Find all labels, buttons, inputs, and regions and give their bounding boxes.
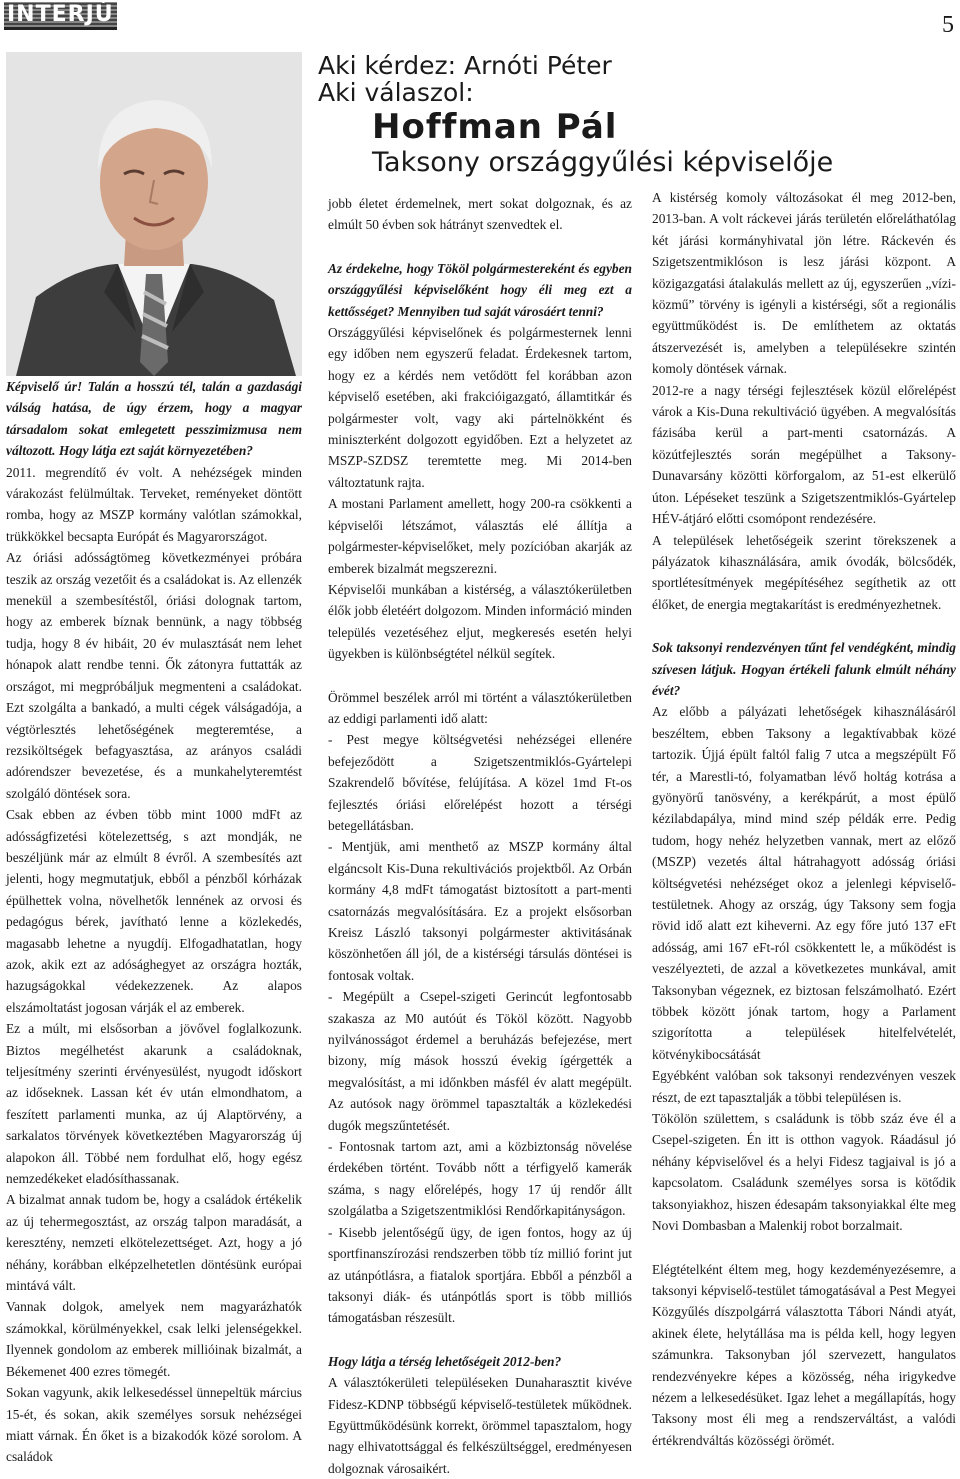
section-label: INTERJÚ bbox=[4, 2, 117, 30]
answer-paragraph: - Fontosnak tartom azt, ami a közbiztonság növelése érdekében történt. Tovább nőtt a térfigyelő kamerák száma, s nagy előrelépés, hogy 17 új rendőr állt szolgálatba a Szigetszentmiklósi Rendőrkapitányságon. bbox=[328, 1139, 632, 1219]
answer-paragraph: Ez a múlt, mi elsősorban a jövővel foglalkozunk. Biztos megélhetést akarunk a családoknak, teljesítmény szerinti érvényesülést, nyugodt időskort az időseknek. Lassan két év után elmondhatom, a feszített parlamenti munka, az új Alaptörvény, a sarkalatos törvények következtében Magyarország új alapokon áll. Többé nem fordulhat elő, hogy egész nemzedékeket eladósíthassanak. bbox=[6, 1021, 302, 1187]
answer-paragraph: A kistérség komoly változásokat él meg 2012-ben, 2013-ban. A volt ráckevei járás területén előreláthatólag két járási kormányhivatal jön létre. Ráckevén és Szigetszentmiklóson is lesz járási központ. A közigazgatási átalakulás mellett az új, egyszerűen „vízi-közmű” törvény is igényli a kistérségi, sőt a regionális együttműködést is. De említhetem az oktatás átszervezését is, amelyben a településekre szintén komoly döntések várnak. bbox=[652, 190, 956, 377]
question-paragraph: Sok taksonyi rendezvényen tűnt fel vendégként, mindig szívesen látjuk. Hogyan értékeli falunk elmúlt néhány évét? bbox=[652, 640, 956, 698]
answer-paragraph: A mostani Parlament amellett, hogy 200-ra csökkenti a képviselői létszámot, választás elé állítja a polgármester-képviselőket, mely pozícióban akarják az emberek bizalmát megszerezni. bbox=[328, 496, 632, 576]
answer-paragraph: A bizalmat annak tudom be, hogy a családok értékelik az új tehermegosztást, az ország talpon maradását, a keresztény, nemzeti elkötelezettséget. Azt, hogy a jó néhány, korábban elképzelhetetlen döntésünk európai mintává vált. bbox=[6, 1192, 302, 1294]
answer-paragraph: - Mentjük, ami menthető az MSZP kormány által elgáncsolt Kis-Duna rekultivációs projektből. Az Orbán kormány 4,8 mdFt támogatást biztosított a part-menti csatornázás megvalósítására. Ez a projekt elsősorban Kreisz László taksonyi polgármester aktivitásának köszönhetően áll jól, de a kistérségi társulás döntései is fontosak voltak. bbox=[328, 839, 632, 983]
question-paragraph: Hogy látja a térség lehetőségeit 2012-ben? bbox=[328, 1353, 562, 1369]
answer-paragraph: Képviselői munkában a kistérség, a választókerületben élők jobb életéért dolgozom. Minden információ minden település vezetéséhez eljut, megkeresés esetén helyi ügyekben is különbségtétel nélkül segítek. bbox=[328, 581, 632, 662]
question-paragraph: Az érdekelne, hogy Tököl polgármestereként és egyben országgyűlési képviselőként hogy éli meg ezt a kettősséget? Mennyiben tud saját városáért tenni? bbox=[328, 260, 632, 319]
answer-paragraph: Az óriási adósságtömeg következményei próbára teszik az ország vezetőit és a családokat is. Az ellenzék menekül a szembesítéstől, óriási dolognak tartom, hogy az emberek bíznak bennünk, a nagy többség tudja, hogy 8 év hibáit, 20 év mulasztását nem lehet hónapok alatt rendbe tenni. Ők zátonyra futtatták az országot, mi megpróbáljuk megmenteni a családokat. Ezt szolgálta a bankadó, a multi cégek válságadója, a végtörlesztés lehetőségének megteremtése, a rezsiköltségek befagyasztása, az arányos családi adórendszer bevezetése, és a munkahelyteremtést szolgáló döntések sora. bbox=[6, 550, 302, 801]
answer-paragraph: Csak ebben az évben több mint 1000 mdFt az adósságfizetési kötelezettség, s azt mondják, ne beszéljünk már az elmúlt 8 évről. A szembesítés azt jelenti, hogy megmutatjuk, ebből a pénzből kórházak épülhettek volna, növelhetők lennének az orvosi és pedagógus bérek, javítható lenne a közlekedés, magasabb lehetne a nyugdíj. Elfogadhatatlan, hogy azok, akik ezt az adósághegyet az országra hozták, hazugságokkal védekezzenek. Az alapos elszámoltatást jogosan várják el az emberek. bbox=[6, 807, 302, 1015]
portrait-photo bbox=[6, 52, 302, 376]
portrait-illustration bbox=[6, 52, 302, 376]
answer-paragraph: - Kisebb jelentőségű ügy, de igen fontos, hogy az új sportfinanszírozási rendszerben több tíz millió forint jut az utánpótlásra, a fiatalok sportjára. Ebből a pénzből a taksonyi diák- és utánpótlás sport is több milliós támogatásban részesült. bbox=[328, 1224, 632, 1326]
answer-paragraph: A választókerületi településeken Dunaharasztit kivéve Fidesz-KDNP többségű képviselő-testületek működnek. Együttműködésünk korrekt, örömmel tapasztalom, hogy nagy elhivatottsággal és felkészültséggel, eredményesen dolgoznak városaikért. bbox=[328, 1375, 632, 1476]
question-paragraph: Képviselő úr! Talán a hosszú tél, talán a gazdasági válság hatása, de úgy érzem, hogy a magyar társadalom sokat emlegetett pesszimizmusa nem változott. Hogy látja ezt saját környezetében? bbox=[6, 379, 302, 459]
answer-paragraph: Tökölön születtem, s családunk is több száz éve él a Csepel-szigeten. Én itt is otthon vagyok. Ráadásul jó néhány képviselővel és a helyi Fidesz tagjaival is jó a kapcsolatom. Családunk személyes sorsa is kötődik taksonyiakhoz, hiszen édesapám taksonyiakkal élte meg Novi Dombasban a Malenkij robot borzalmait. bbox=[652, 1111, 956, 1234]
answer-paragraph: - Pest megye költségvetési nehézségei ellenére befejeződött a Szigetszentmiklós-Gyártelepi Szakrendelő bővítése, felújítása. A közel 1md Ft-os fejlesztés óriási előrelépést hozott a térségi betegellátásban. bbox=[328, 732, 632, 833]
interview-header bbox=[318, 52, 954, 178]
answer-paragraph: Elégtételként éltem meg, hogy kezdeményezésemre, a taksonyi képviselő-testület támogatásával a Pest Megyei Közgyűlés díszpolgárrá választotta Tábori Nándi atyát, akinek élete, helytállása ma is példa kell, hogy legyen számunkra. Taksonyban jól szervezett, hangulatos rendezvényekre képes a közösség, néha irigykedve nézem a lelkesedésüket. Igaz lehet a megállapítás, hogy Taksony most éli meg a rendszerváltást, a valódi értékrendváltás közösségi örömét. bbox=[652, 1261, 956, 1448]
interviewee-name: Hoffman Pál bbox=[372, 107, 618, 147]
text-column-3 bbox=[652, 187, 956, 1451]
answer-paragraph: Az előbb a pályázati lehetőségek kihasználásáról beszéltem, ebben Taksony a legaktívabbak közé tartozik. Újjá épült faltól falig 7 utca a megszépült Fő tér, a Marestli-tó, folyamatban lévő holtág kotrása a gyönyörű tanösvény, a kerékpárút, a most épülő kézilabdapálya, mind mind szép példák erre. Pedig tudom, hogy nehéz helyzetben vannak, mert az előző (MSZP) vezetés által hátrahagyott adósság óriási költségvetési nehézséget okoz a jelenlegi képviselő-testületnek. Ahogy az ország, úgy Taksony sem fogja rövid idő alatt ezt kiheverni. Az egy főre jutó 137 eFt adósság, ami 167 eFt-ról csökkentett le, a működést is veszélyezteti, de azzal a következetes munkával, amit Taksonyban végeznek, ez biztosan felszámolható. Ezért többek között jónak tartom, hogy a Parlament szigorította a települések hitelfelvételét, kötvénykibocsátását bbox=[652, 704, 956, 1062]
answer-paragraph: - Megépült a Csepel-szigeti Gerincút legfontosabb szakasza az M0 autóút és Tököl között. Nagyobb nyilvánosságot érdemel a beruházás befejezése, mert bizony, míg mások hosszú évekig ígérgették a megvalósítást, a mi időnkben másfél év alatt megépült. Az autósok nagy örömmel tapasztalták a közlekedési dugók megszűntetését. bbox=[328, 989, 632, 1133]
answer-paragraph: 2012-re a nagy térségi fejlesztések közül előrelépést várok a Kis-Duna rekultiváció ügyében. A megvalósítás fázisába kerül a part-menti csatornázás. A közútfejlesztés során megépülhet a Taksony-Dunavarsány közötti körforgalom, az 51-est elkerülő úton. Lépéseket teszünk a Szigetszentmiklós-Gyártelep HÉV-átjáró előtti csomópont rendezésére. bbox=[652, 382, 956, 527]
answer-paragraph: Vannak dolgok, amelyek nem magyarázhatók számokkal, körülményekkel, csak lelki jelenségekkel. Ilyennek gondolom az emberek millióinak bizalmát, a Békemenet 400 ezres tömegét. bbox=[6, 1299, 302, 1379]
answer-paragraph: Egyébként valóban sok taksonyi rendezvényen veszek részt, de ezt tapasztalják a többi településen is. bbox=[652, 1068, 956, 1105]
answerer-label: Aki válaszol: bbox=[318, 78, 474, 107]
text-column-2 bbox=[328, 193, 632, 1479]
answer-paragraph: 2011. megrendítő év volt. A nehézségek minden várakozást felülmúltak. Terveket, reményeket döntött romba, hogy az MSZP kormány valótlan számokkal, trükkökkel becsapta Európát és Magyarországot. bbox=[6, 464, 302, 544]
answer-paragraph: A települések lehetőségeik szerint törekszenek a pályázatok kihasználására, amik óvodák, bölcsődék, sportlétesítmények megépítéséhez segíthetik az ott élőket, de energia megtakarítást is eredményezhetnek. bbox=[652, 532, 956, 612]
page-number: 5 bbox=[942, 12, 954, 38]
answer-paragraph: Országgyűlési képviselőnek és polgármesternek lenni egy időben nem egyszerű feladat. Érdekesnek tartom, hogy ez a kérdés nem vetődött fel korábban azon képviselő esetében, aki frakcióigazgató, államtitkár és polgármester volt, vagy aki pártelnökként és miniszterként dolgozott egyidőben. Ezt a helyzetet az MSZP-SZDSZ teremtette meg. Mi 2014-ben változtatunk rajta. bbox=[328, 325, 632, 490]
asker-line: Aki kérdez: Arnóti Péter bbox=[318, 51, 612, 80]
answer-paragraph: Sokan vagyunk, akik lelkesedéssel ünnepeltük március 15-ét, és sokan, akik személyes sorsuk nehézségei miatt várnak. Én őket is a bizakodók közé sorolom. A családok bbox=[6, 1385, 302, 1465]
interviewee-role: Taksony országgyűlési képviselője bbox=[372, 147, 834, 178]
answer-paragraph: jobb életet érdemelnek, mert sokat dolgoznak, és az elmúlt 50 évben sok hátrányt szenvedtek el. bbox=[328, 196, 632, 233]
text-column-1 bbox=[6, 376, 302, 1468]
answer-paragraph: Örömmel beszélek arról mi történt a választókerületben az eddigi parlamenti idő alatt: bbox=[328, 689, 632, 726]
